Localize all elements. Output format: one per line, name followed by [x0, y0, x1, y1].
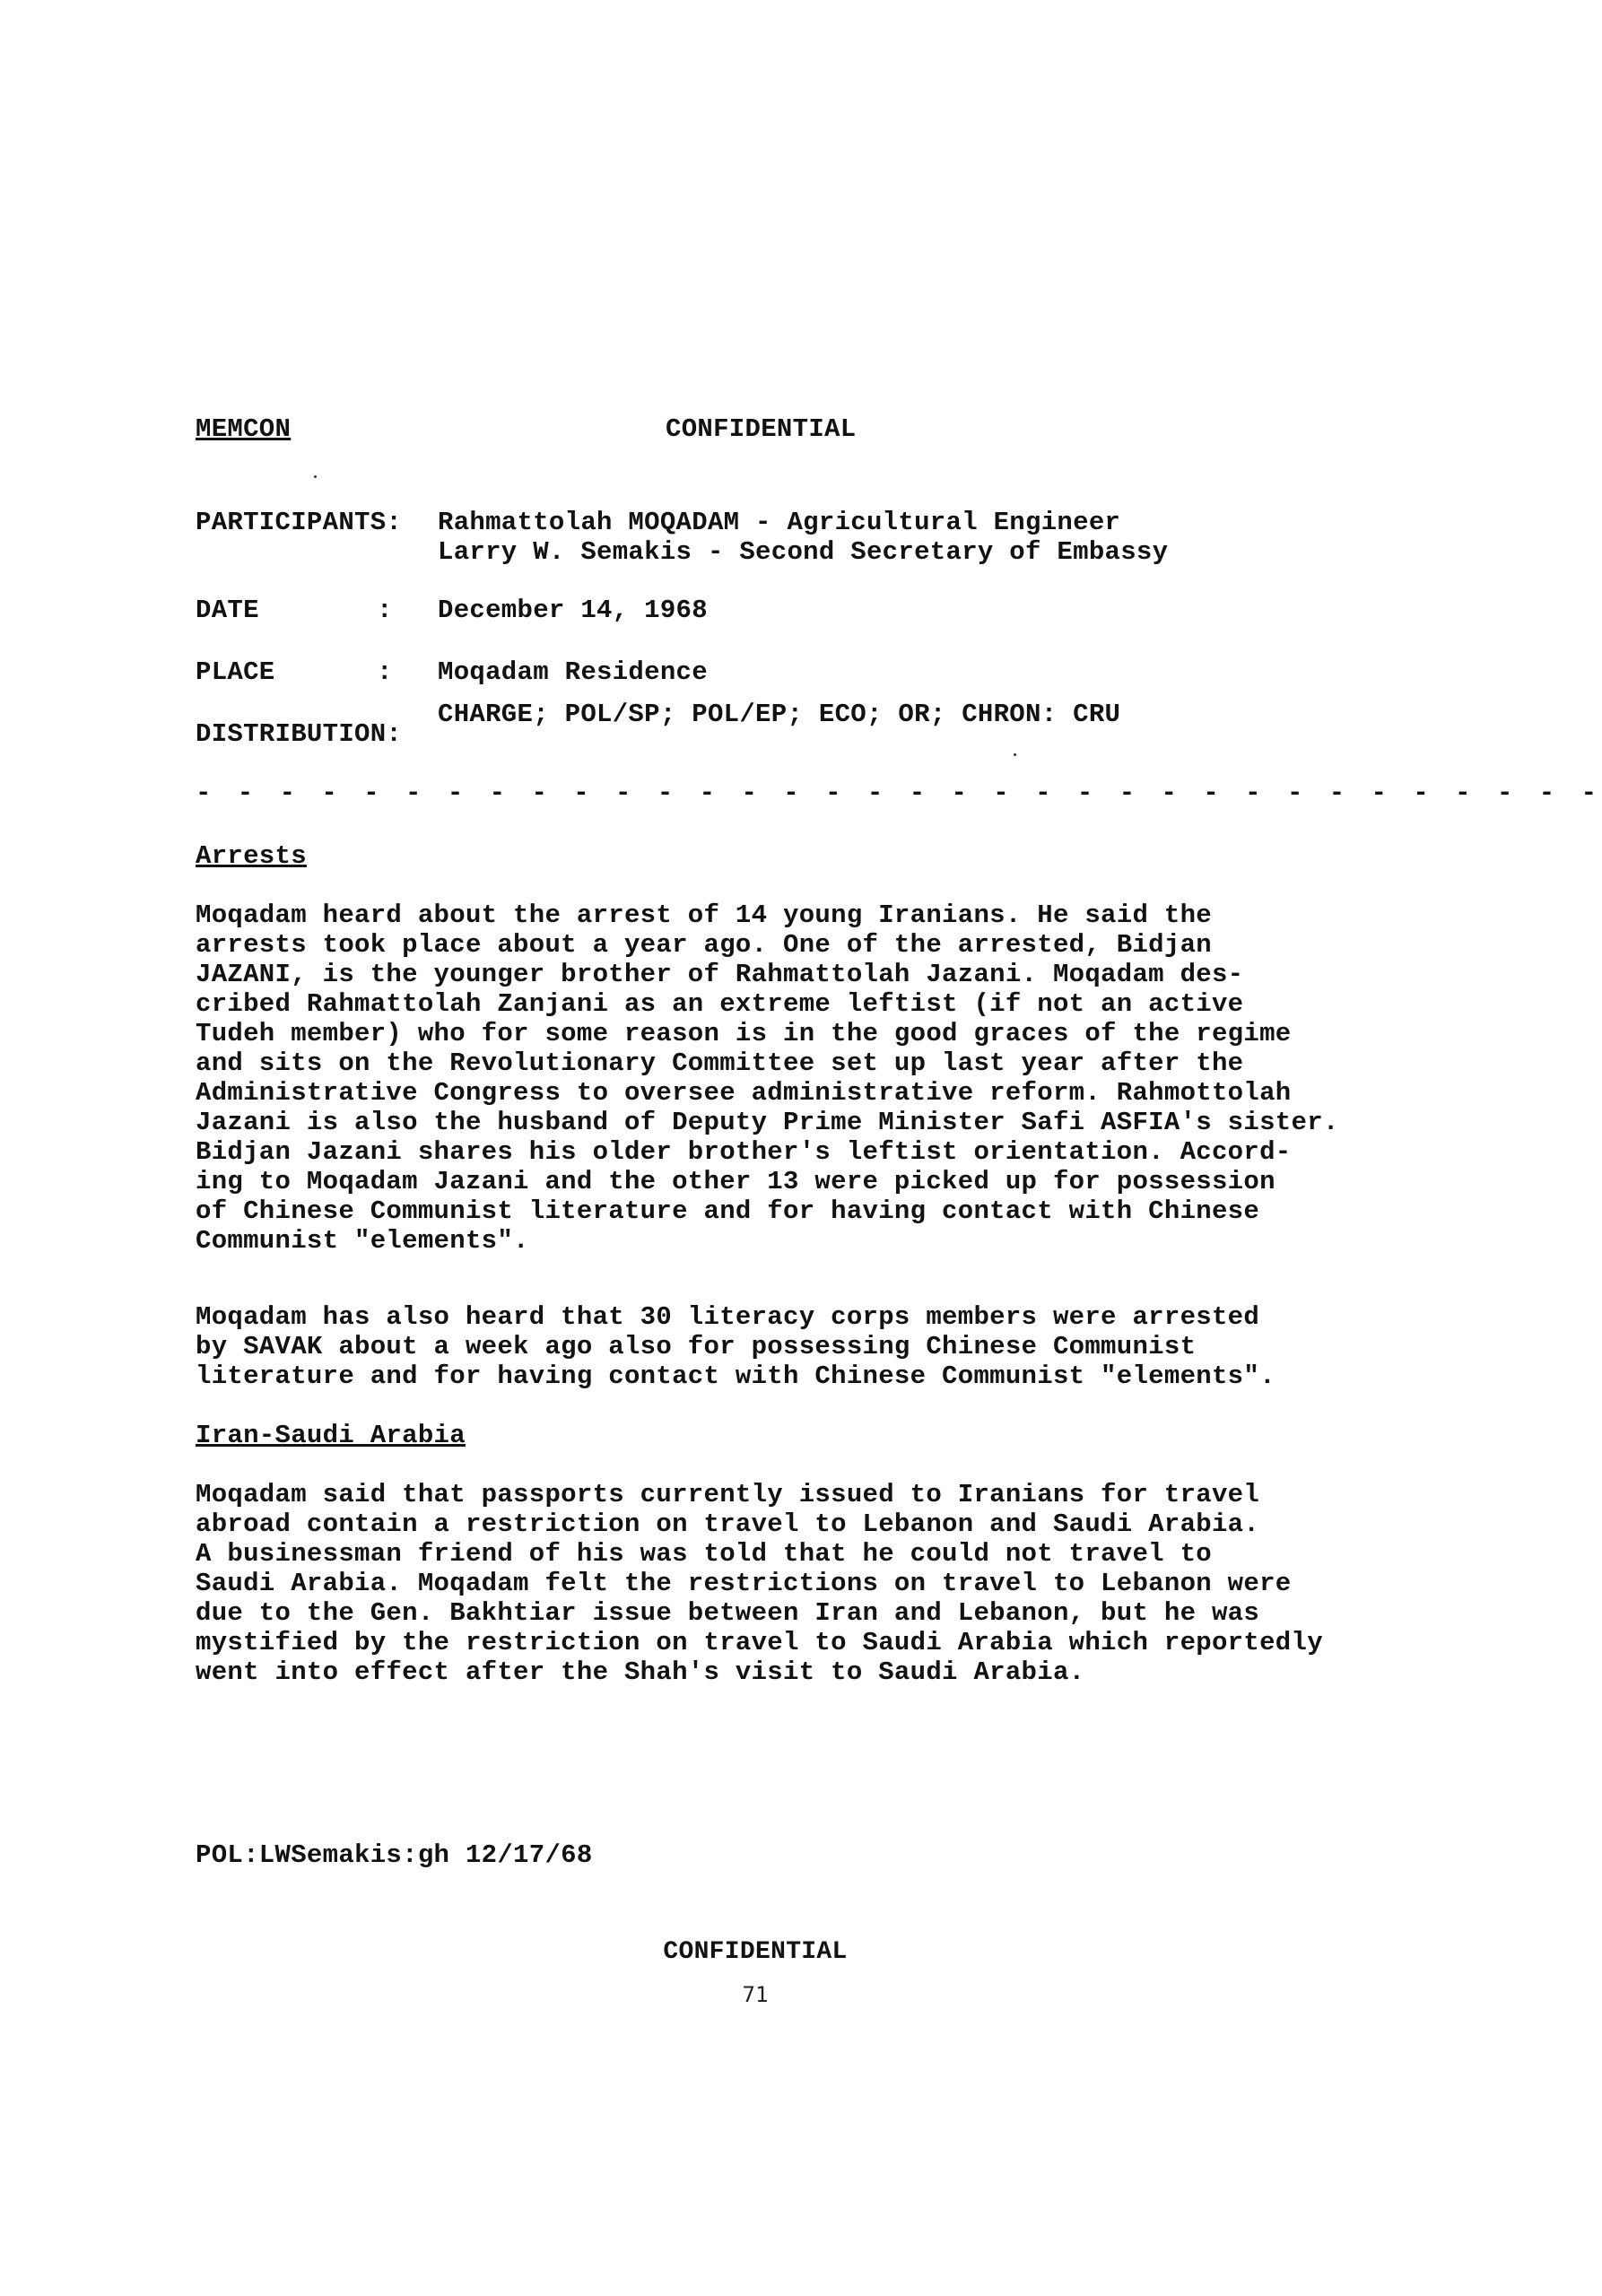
- date-colon: :: [377, 596, 393, 625]
- distribution-field: [196, 700, 1317, 753]
- participant-1: Rahmattolah MOQADAM - Agricultural Engineer: [438, 508, 1121, 537]
- place-field: [196, 657, 1317, 693]
- date-value: December 14, 1968: [438, 596, 708, 625]
- scan-speck: [314, 475, 317, 478]
- iran-saudi-paragraph-1: Moqadam said that passports currently issued to Iranians for travel abroad contain a restriction on travel to Lebanon and Saudi Arabia. A businessman friend of his was told that he could not travel to Saudi Arabia. Moqadam felt the restrictions on travel to Lebanon were due to the Gen. Bakhtiar issue between Iran and Lebanon, but he was mystified by the restriction on travel to Saudi Arabia which reportedly went into effect after the Shah's visit to Saudi Arabia.: [196, 1480, 1323, 1687]
- arrests-paragraph-2: Moqadam has also heard that 30 literacy corps members were arrested by SAVAK about a week ago also for possessing Chinese Communist literature and for having contact with Chinese Communist "elements".: [196, 1302, 1276, 1391]
- section-heading-arrests: Arrests: [196, 841, 307, 871]
- scan-speck: [1014, 753, 1016, 756]
- drafter-reference: POL:LWSemakis:gh 12/17/68: [196, 1840, 593, 1870]
- participant-2: Larry W. Semakis - Second Secretary of Embassy: [438, 537, 1169, 567]
- participants-label: PARTICIPANTS:: [196, 508, 403, 537]
- place-colon: :: [377, 657, 393, 687]
- participants-list: [438, 508, 1168, 567]
- dashed-separator: - - - - - - - - - - - - - - - - - - - - - - - - - - - - - - - - - -: [196, 778, 1602, 808]
- page-number: 71: [742, 1982, 769, 2007]
- arrests-paragraph-1: Moqadam heard about the arrest of 14 young Iranians. He said the arrests took place about a year ago. One of the arrested, Bidjan JAZANI, is the younger brother of Rahmattolah Jazani. Moqadam des- cribed Rahmattolah Zanjani as an extreme leftist (if not an active Tudeh member) who for some reason is in the good graces of the regime and sits on the Revolutionary Committee set up last year after the Administrative Congress to oversee administrative reform. Rahmottolah Jazani is also the husband of Deputy Prime Minister Safi ASFIA's sister. Bidjan Jazani shares his older brother's leftist orientation. Accord- ing to Moqadam Jazani and the other 13 were picked up for possession of Chinese Communist literature and for having contact with Chinese Communist "elements".: [196, 900, 1339, 1256]
- distribution-value: CHARGE; POL/SP; POL/EP; ECO; OR; CHRON: CRU: [438, 700, 1121, 729]
- place-value: Moqadam Residence: [438, 657, 708, 687]
- document-header: [196, 414, 1317, 450]
- distribution-label: DISTRIBUTION:: [196, 719, 403, 749]
- date-field: [196, 596, 1317, 631]
- place-label: PLACE: [196, 657, 275, 687]
- memcon-label: MEMCON: [196, 414, 292, 444]
- participants-field: [196, 508, 1317, 570]
- section-heading-iran-saudi-arabia: Iran-Saudi Arabia: [196, 1421, 466, 1450]
- classification-top: CONFIDENTIAL: [666, 414, 857, 444]
- classification-bottom: CONFIDENTIAL: [663, 1938, 848, 1966]
- date-label: DATE: [196, 596, 259, 625]
